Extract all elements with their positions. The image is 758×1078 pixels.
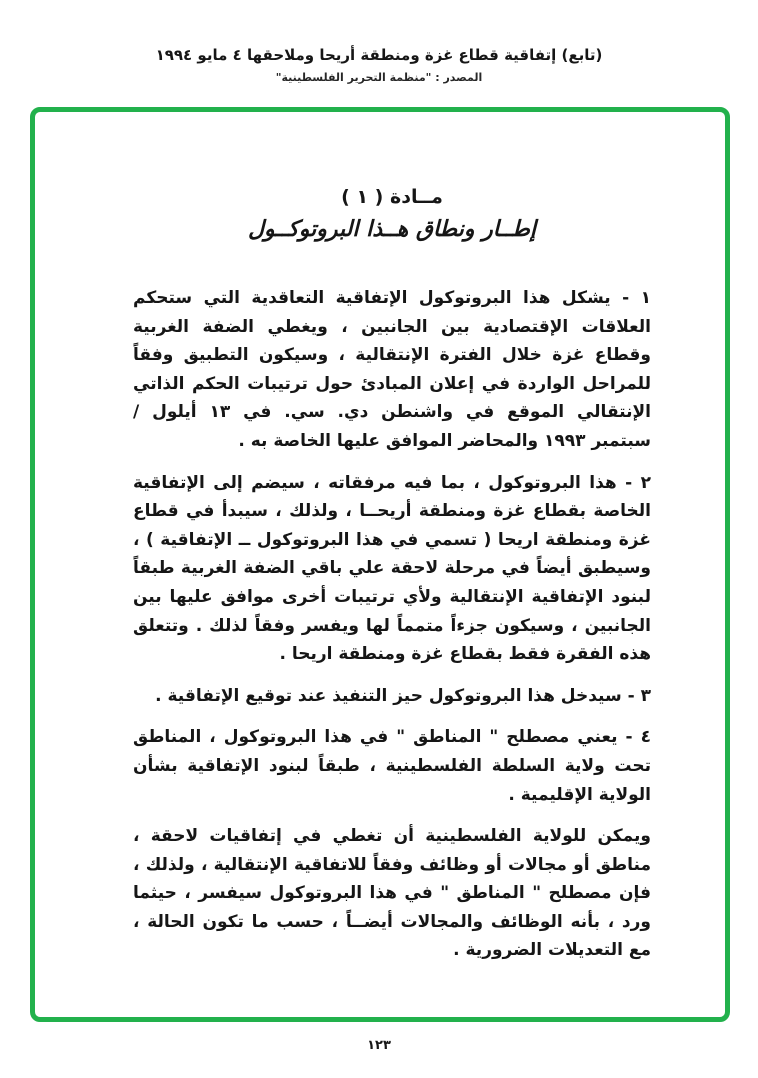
page-number: ١٢٣ — [367, 1038, 391, 1053]
paragraph-1 — [133, 284, 651, 456]
document-source-line: المصدر : "منظمة التحرير الفلسطينية" — [275, 71, 483, 84]
paragraph-4-text: يعني مصطلح " المناطق " في هذا البروتوكول ، المناطق تحت ولاية السلطة الفلسطينية ، طبقاً لبنود الإتفاقية بشأن الولاية الإقليمية . — [133, 727, 651, 805]
article-subtitle: إطــار ونطاق هــذا البروتوكــول — [248, 217, 536, 242]
paragraph-2 — [133, 469, 651, 669]
paragraph-4-number: ٤ - — [625, 727, 651, 748]
paragraph-3 — [133, 682, 651, 711]
paragraph-2-text: هذا البروتوكول ، بما فيه مرفقاته ، سيضم إلى الإتفاقية الخاصة بقطاع غزة ومنطقة أريحــا ، ولذلك ، سيبدأ في قطاع غزة ومنطقة اريحا ( تسمي في هذا البروتوكول ــ الإتفاقية ) ، وسيطبق أيضاً في مرحلة لاحقة علي باقي الضفة الغربية طبقاً لبنود الإتفاقية الإنتقالية ولأي ترتيبات أخرى موافق عليها بين الجانبين ، وسيكون جزءاً متمماً لها ويفسر وفقاً لذلك . وتتعلق هذه الفقرة فقط بقطاع غزة ومنطقة اريحا . — [133, 472, 651, 665]
paragraph-3-number: ٣ - — [627, 685, 651, 706]
paragraph-5 — [133, 822, 651, 965]
paragraph-1-text: يشكل هذا البروتوكول الإتفاقية التعاقدية التي ستحكم العلاقات الإقتصادية بين الجانبين ، ويغطي الضفة الغربية وقطاع غزة خلال الفترة الإنتقالية ، وسيكون التطبيق وفقاً للمراحل الواردة في إعلان المبادئ حول ترتيبات الحكم الذاتي الإنتقالي الموقع في واشنطن دي. سي. في ١٣ أيلول / سبتمبر ١٩٩٣ والمحاضر الموافق عليها الخاصة به . — [133, 288, 651, 451]
paragraph-4 — [133, 723, 651, 809]
article-body — [133, 284, 651, 965]
paragraph-3-text: سيدخل هذا البروتوكول حيز التنفيذ عند توقيع الإتفاقية . — [155, 685, 622, 706]
paragraph-2-number: ٢ - — [625, 472, 651, 493]
paragraph-1-number: ١ - — [622, 288, 651, 308]
document-header-title: (تابع) إتفاقية قطاع غزة ومنطقة أريحا وملاحقها ٤ مايو ١٩٩٤ — [155, 46, 603, 64]
article-title: مــادة ( ١ ) — [341, 186, 443, 208]
document-frame — [30, 107, 730, 1022]
paragraph-5-text: ويمكن للولاية الفلسطينية أن تغطي في إتفاقيات لاحقة ، مناطق أو مجالات أو وظائف وفقاً للاتفاقية الإنتقالية ، ولذلك ، فإن مصطلح " المناطق " في هذا البروتوكول سيفسر ، حيثما ورد ، بأنه الوظائف والمجالات أيضــاً ، حسب ما تكون الحالة ، مع التعديلات الضرورية . — [133, 826, 651, 961]
page-header — [0, 46, 758, 84]
